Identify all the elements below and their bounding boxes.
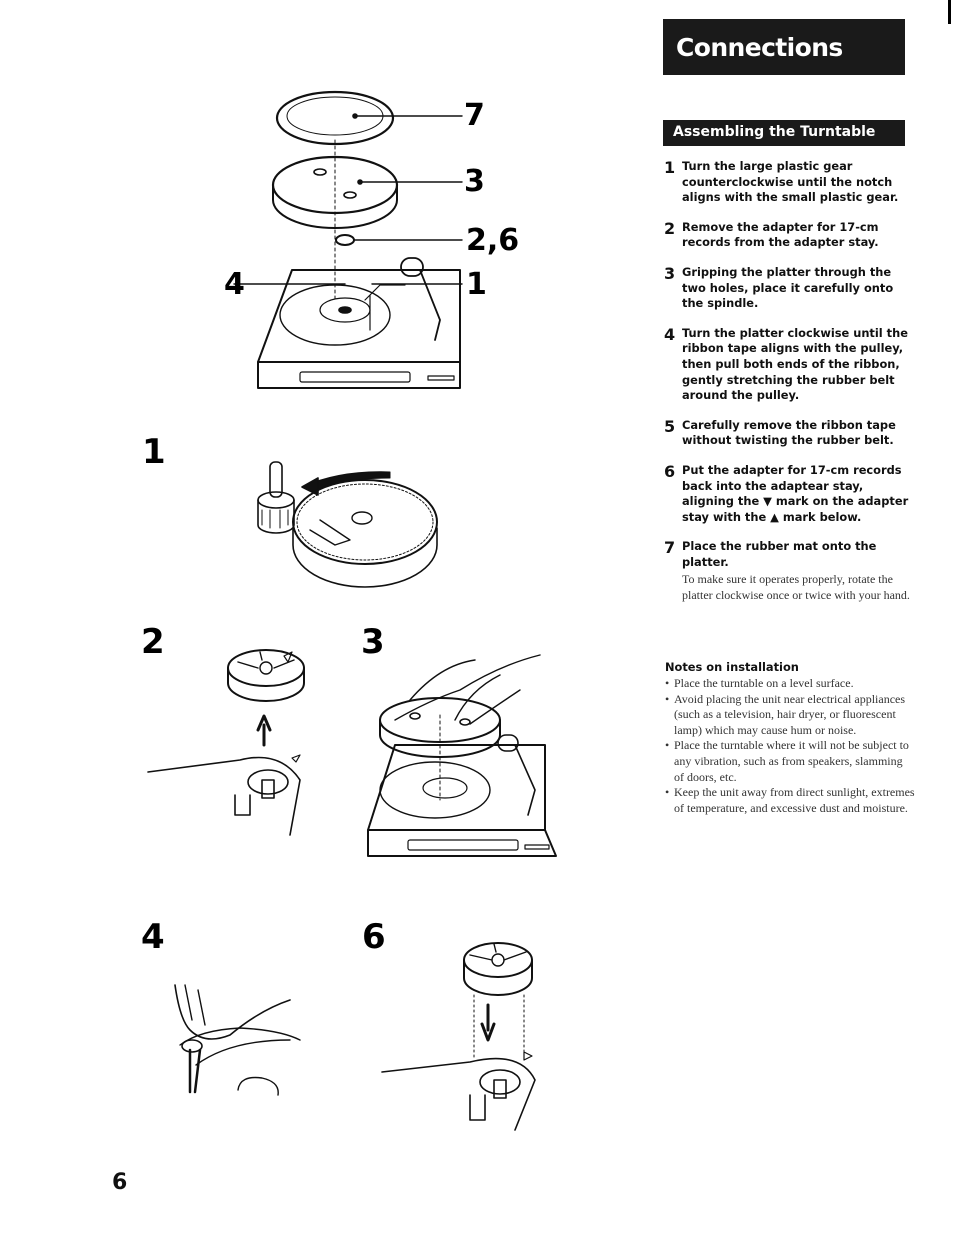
figure-number-1: 1 bbox=[142, 432, 166, 472]
step-number: 4 bbox=[664, 324, 676, 344]
step-text: Remove the adapter for 17-cm records from the adapter stay. bbox=[682, 219, 879, 250]
notes-list bbox=[665, 676, 915, 816]
figure-number-3: 3 bbox=[361, 622, 385, 662]
step-note: To make sure it operates properly, rotate the platter clockwise once or twice with your hand. bbox=[682, 572, 910, 603]
note-item: • Place the turntable on a level surface. bbox=[665, 676, 915, 692]
callout-4: 4 bbox=[224, 267, 245, 302]
installation-notes bbox=[665, 660, 915, 816]
section-title: Assembling the Turntable bbox=[673, 124, 876, 140]
step-1 bbox=[664, 159, 914, 206]
step-text: Place the rubber mat onto the platter. bbox=[682, 539, 877, 569]
step-text: Turn the large plastic gear counterclockwise until the notch aligns with the small plastic gear. bbox=[682, 159, 899, 205]
step-number: 1 bbox=[664, 158, 676, 177]
page-title-bar bbox=[663, 19, 905, 75]
step-6 bbox=[664, 463, 914, 525]
callout-3: 3 bbox=[464, 164, 485, 199]
step-number: 6 bbox=[664, 461, 676, 481]
figure-3-platter-placement bbox=[368, 655, 556, 856]
turntable-base bbox=[258, 258, 460, 388]
note-item: • Place the turntable where it will not be subject to any vibration, such as from speakers, slamming of doors, etc. bbox=[665, 738, 915, 785]
step-2 bbox=[664, 220, 914, 251]
callout-1: 1 bbox=[466, 267, 487, 302]
step-text: Carefully remove the ribbon tape without twisting the rubber belt. bbox=[682, 417, 896, 448]
callout-7: 7 bbox=[464, 98, 485, 133]
page-edge-mark bbox=[948, 0, 951, 24]
figure-4-ribbon-tape bbox=[175, 985, 300, 1095]
rubber-mat bbox=[277, 92, 393, 144]
step-number: 2 bbox=[664, 218, 676, 238]
instruction-steps bbox=[664, 159, 914, 618]
step-5 bbox=[664, 418, 914, 449]
figure-6-adapter-replacement bbox=[382, 943, 535, 1130]
figure-1-gears bbox=[258, 462, 437, 587]
step-number: 7 bbox=[664, 538, 676, 558]
notes-heading: Notes on installation bbox=[665, 660, 799, 674]
step-text: Turn the platter clockwise until the ribbon tape aligns with the pulley, then pull both ends of the ribbon, gently stretching the rubber belt around the pulley. bbox=[682, 325, 908, 403]
adapter bbox=[336, 235, 354, 245]
step-text: Gripping the platter through the two holes, place it carefully onto the spindle. bbox=[682, 264, 894, 311]
step-4 bbox=[664, 326, 914, 404]
page-number: 6 bbox=[112, 1170, 128, 1195]
figure-number-6: 6 bbox=[362, 917, 386, 957]
step-number: 5 bbox=[664, 416, 676, 436]
figure-number-2: 2 bbox=[141, 622, 165, 662]
step-7 bbox=[664, 539, 914, 604]
step-text: Put the adapter for 17-cm records back into the adaptear stay, aligning the ▼ mark on the adapter stay with the ▲ mark below. bbox=[682, 462, 909, 524]
page-title: Connections bbox=[676, 33, 843, 62]
figure-number-4: 4 bbox=[141, 917, 165, 957]
exploded-turntable-diagram bbox=[234, 92, 462, 388]
step-3 bbox=[664, 265, 914, 312]
callout-2-6: 2,6 bbox=[466, 223, 520, 258]
section-title-bar bbox=[663, 120, 905, 146]
step-number: 3 bbox=[664, 263, 676, 283]
note-item: • Keep the unit away from direct sunlight, extremes of temperature, and excessive dust and moisture. bbox=[665, 785, 915, 816]
figure-2-adapter-removal bbox=[148, 650, 304, 835]
note-item: • Avoid placing the unit near electrical appliances (such as a television, hair dryer, or fluorescent lamp) which may cause hum or noise. bbox=[665, 692, 915, 739]
